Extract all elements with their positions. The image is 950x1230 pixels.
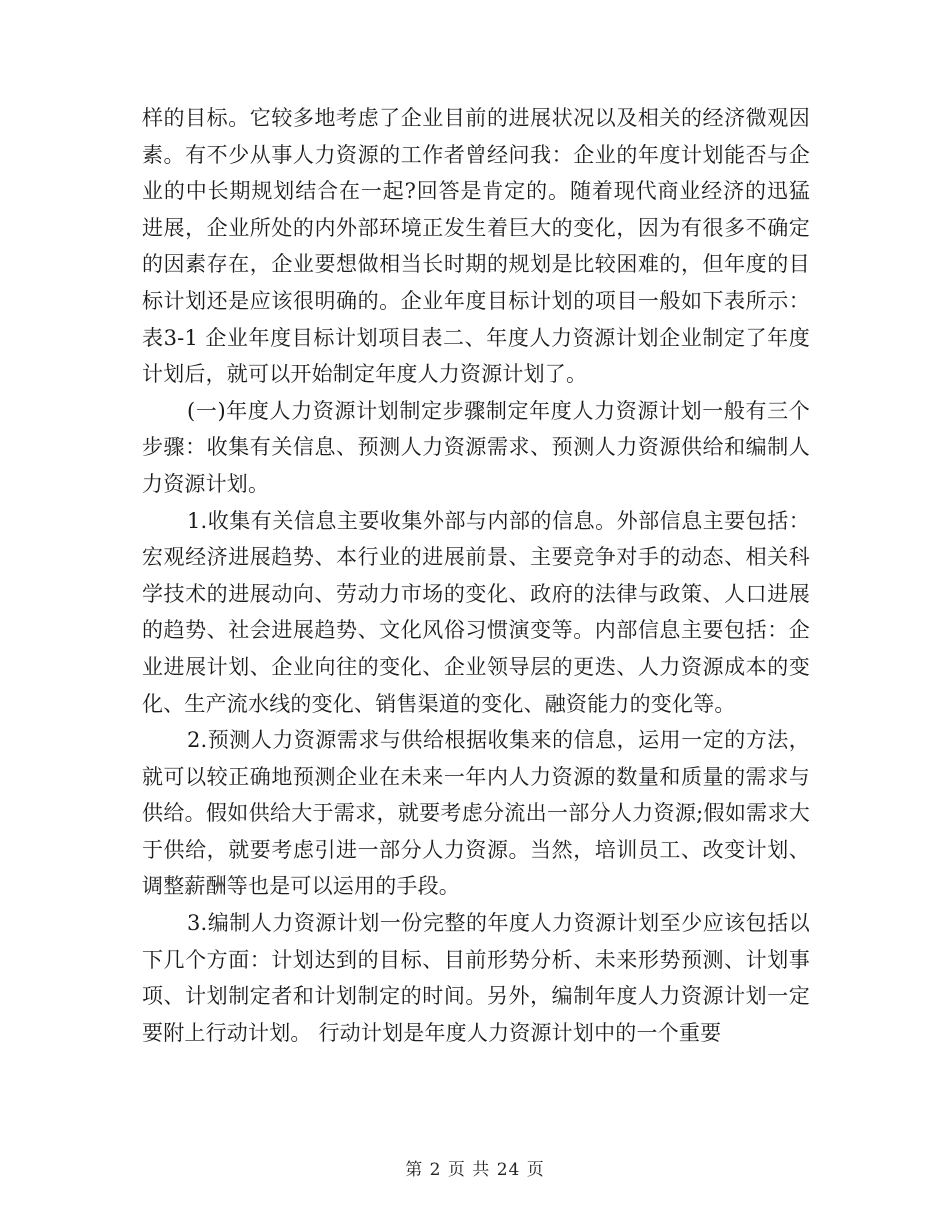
paragraph-3: 1.收集有关信息主要收集外部与内部的信息。外部信息主要包括：宏观经济进展趋势、本行业的进展前景、主要竞争对手的动态、相关科学技术的进展动向、劳动力市场的变化、政府的法律与政策、人口进展的趋势、社会进展趋势、文化风俗习惯演变等。内部信息主要包括：企业进展计划、企业向往的变化、企业领导层的更迭、人力资源成本的变化、生产流水线的变化、销售渠道的变化、融资能力的变化等。 [142,508,810,716]
paragraph-4: 2.预测人力资源需求与供给根据收集来的信息，运用一定的方法，就可以较正确地预测企业在未来一年内人力资源的数量和质量的需求与供给。假如供给大于需求，就要考虑分流出一部分人力资源;假如需求大于供给，就要考虑引进一部分人力资源。当然，培训员工、改变计划、调整薪酬等也是可以运用的手段。 [142,728,810,899]
document-body [142,100,810,1051]
paragraph-1: 样的目标。它较多地考虑了企业目前的进展状况以及相关的经济微观因素。有不少从事人力资源的工作者曾经问我：企业的年度计划能否与企业的中长期规划结合在一起?回答是肯定的。随着现代商业经济的迅猛进展，企业所处的内外部环境正发生着巨大的变化，因为有很多不确定的因素存在，企业要想做相当长时期的规划是比较困难的，但年度的目标计划还是应该很明确的。企业年度目标计划的项目一般如下表所示：表3-1 企业年度目标计划项目表二、年度人力资源计划企业制定了年度计划后，就可以开始制定年度人力资源计划了。 [142,106,810,387]
page-number-footer: 第 2 页 共 24 页 [405,1160,545,1180]
paragraph-2: (一)年度人力资源计划制定步骤制定年度人力资源计划一般有三个步骤：收集有关信息、预测人力资源需求、预测人力资源供给和编制人力资源计划。 [142,398,810,496]
paragraph-5: 3.编制人力资源计划一份完整的年度人力资源计划至少应该包括以下几个方面：计划达到的目标、目前形势分析、未来形势预测、计划事项、计划制定者和计划制定的时间。另外，编制年度人力资源计划一定要附上行动计划。 行动计划是年度人力资源计划中的一个重要 [142,911,810,1045]
